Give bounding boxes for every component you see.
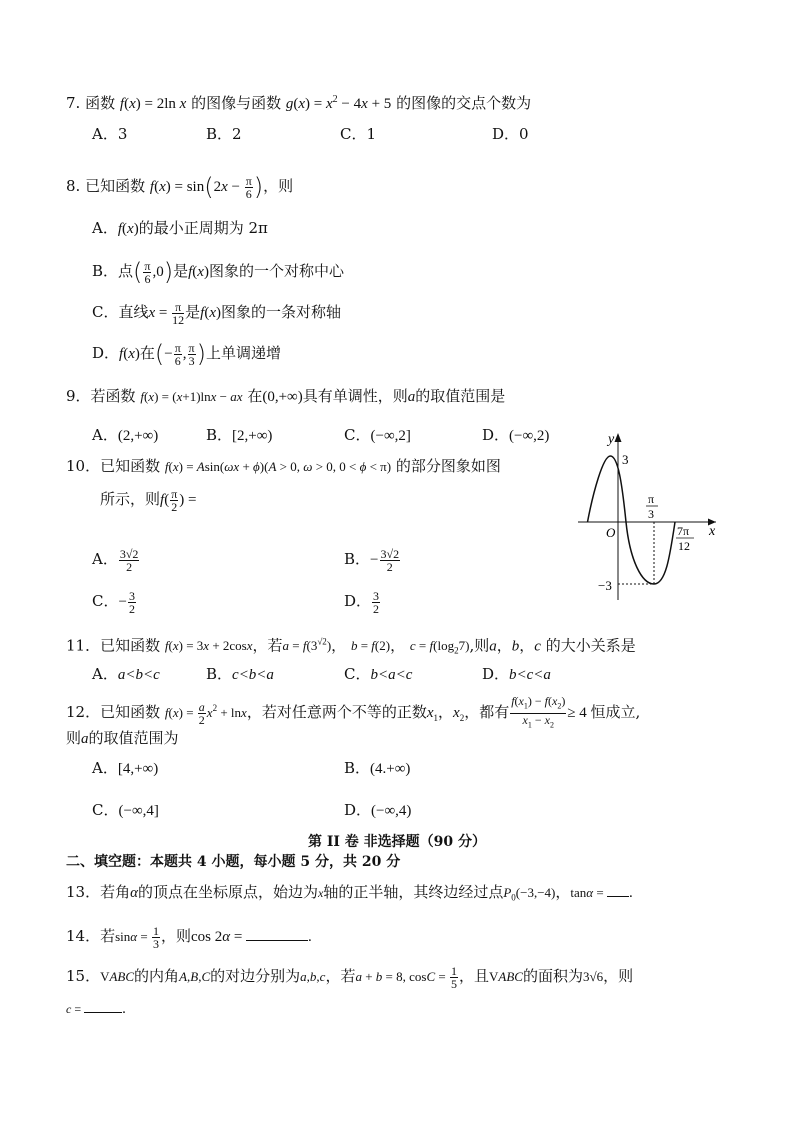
q8-option-a[interactable]: A．f(x)的最小正周期为 2π	[92, 219, 268, 237]
q14-stem: 14．若sinα = $\frac{1}{3}$ ，则cos 2α = .	[66, 923, 312, 951]
y-axis-label: y	[608, 432, 615, 447]
section-fill-blank-title: 二、填空题：本题共 4 小题，每小题 5 分，共 20 分	[66, 854, 401, 870]
q8-option-d-mid: 在	[139, 344, 155, 362]
q8-text-post: ，则	[263, 177, 294, 195]
q15-text-mid2: 的对边分别为	[210, 967, 301, 985]
q12-option-a[interactable]	[92, 758, 158, 779]
q12-option-d[interactable]	[344, 800, 411, 821]
q9-option-d-value: (−∞,2)	[509, 428, 550, 444]
q9-text-mid: 在	[247, 387, 263, 405]
q10-stem: 10．已知函数 f(x) = Asin(ωx + ϕ)(A > 0, ω > 0, 0 < ϕ < π) 的部分图象如图	[66, 457, 501, 475]
q14-answer-blank[interactable]	[246, 926, 308, 941]
q15-text-post: ，则	[603, 967, 634, 985]
q9-option-a-value: (2,+∞)	[117, 428, 159, 444]
q8-option-b-label: B．点	[92, 262, 134, 280]
q11-option-b-label: B．	[206, 665, 233, 683]
q10-number: 10．已知函数	[66, 457, 161, 475]
q11-option-c-value: b<a<c	[370, 667, 413, 683]
svg-text:π: π	[648, 492, 655, 506]
q11-stem: 11．已知函数 f(x) = 3x + 2cosx，若$a = f(3^{√2})$， b = f(2)， $c = f(\log_27)$,则a，b，c 的大小关系是	[66, 636, 636, 656]
q15-number: 15．	[66, 967, 101, 985]
q9-option-c-label: C．	[344, 426, 371, 444]
ymin-label: −3	[598, 578, 612, 593]
x-axis-label: x	[709, 524, 716, 539]
q8-option-c[interactable]: C．直线x = $\frac{\pi}{12}$ 是f(x)图象的一条对称轴	[92, 299, 341, 327]
q11-option-d-value: b<c<a	[509, 667, 551, 683]
q9-text-post2: 的取值范围是	[415, 387, 506, 405]
q12-option-a-label: A．	[92, 759, 118, 777]
q12-option-d-label: D．	[344, 801, 372, 819]
q11-option-a-label: A．	[92, 665, 118, 683]
q11-text-mid: ，若	[252, 636, 283, 655]
q7-option-a[interactable]: A．3	[92, 125, 128, 143]
origin-label: O	[606, 525, 616, 540]
q8-option-c-mid: 是	[185, 303, 201, 321]
mark-pi-over-3	[646, 492, 658, 521]
q11-sep1: ，	[331, 636, 347, 655]
q11-option-b-value: c<b<a	[232, 667, 274, 683]
q12-option-c[interactable]	[92, 800, 159, 821]
q15-text-mid3: ，若	[325, 967, 356, 985]
q12-option-b-label: B．	[344, 759, 371, 777]
q11-number: 11．已知函数	[66, 636, 161, 655]
q7-number: 7.	[66, 94, 81, 112]
q9-option-c-value: (−∞,2]	[370, 428, 411, 444]
svg-text:7π: 7π	[677, 524, 690, 538]
q9-number: 9．若函数	[66, 387, 136, 405]
q15-text-mid4: ，且	[458, 967, 489, 985]
q8-text-pre: 已知函数	[85, 177, 146, 195]
q12-option-b-value: (4.+∞)	[370, 761, 411, 777]
q14-number: 14．若	[66, 927, 116, 945]
q9-option-c[interactable]	[344, 425, 411, 446]
q7-option-c[interactable]: C．1	[340, 125, 377, 143]
q15-stem-line2: c = .	[66, 998, 126, 1019]
q13-stem: 13．若角α的顶点在坐标原点，始边为x轴的正半轴，其终边经过点$P_0(-3,-4)$，tanα = .	[66, 883, 633, 903]
q8-option-b-mid: 是	[173, 262, 189, 280]
q7-stem: 7. 函数 f(x) = 2ln x 的图像与函数 $g(x) = x^2 - 4x + 5$ 的图像的交点个数为	[66, 94, 532, 112]
q12-text-post: 恒成立,	[590, 703, 641, 721]
q10-text-line2: 所示，则	[100, 490, 161, 508]
q11-text-post: ,则	[469, 636, 490, 655]
q12-line2-pre: 则	[66, 729, 82, 747]
q15-text-mid: 的内角	[134, 967, 180, 985]
q12-stem: 12．已知函数 f(x) = $\frac{a}{2}$ $x^2 + \ln x$，若对任意两个不等的正数$x_1$，$x_2$，都有 $\frac{f(x_1) - f(x_2)}{x_1 - x_2}$ ≥ 4 恒成立,	[66, 694, 641, 729]
part2-title: 第 II 卷 非选择题（90 分）	[307, 834, 487, 850]
q11-option-a[interactable]	[92, 664, 160, 685]
mark-7pi-over-12	[676, 524, 694, 553]
q8-number: 8.	[66, 177, 81, 195]
q12-option-b[interactable]	[344, 758, 410, 779]
svg-text:3: 3	[648, 507, 654, 521]
q9-option-a[interactable]	[92, 425, 158, 446]
q9-option-b[interactable]	[206, 425, 272, 446]
q9-option-d[interactable]	[482, 425, 549, 446]
q8-option-d[interactable]: D．f(x)在(− $\frac{\pi}{6}$ , $\frac{\pi}{3}$ )上单调递增	[92, 340, 281, 368]
q11-text-post2: 的大小关系是	[545, 636, 636, 655]
q8-option-d-label: D．	[92, 344, 120, 362]
ymax-label: 3	[622, 452, 629, 467]
q11-option-c-label: C．	[344, 665, 371, 683]
q12-option-c-label: C．	[92, 801, 119, 819]
q10-option-b-label: B．	[344, 550, 371, 568]
q8-option-d-text: 上单调递增	[205, 344, 281, 362]
q11-option-a-value: a<b<c	[117, 667, 160, 683]
q13-answer-blank[interactable]	[607, 882, 629, 897]
q11-sep2: ，	[390, 636, 406, 655]
q12-option-c-value: (−∞,4]	[118, 803, 159, 819]
q9-option-b-value: [2,+∞)	[232, 428, 273, 444]
q10-option-c-label: C．	[92, 592, 119, 610]
q10-option-d-label: D．	[344, 592, 372, 610]
y-axis-arrow	[615, 433, 622, 442]
q13-text-mid: 的顶点在坐标原点，始边为	[137, 883, 318, 901]
q13-text-mid2: 轴的正半轴，其终边经过点	[323, 883, 504, 901]
q13-sep: ，	[555, 883, 571, 901]
q15-answer-blank[interactable]	[84, 998, 122, 1013]
q8-option-c-label: C．直线	[92, 303, 149, 321]
q9-option-d-label: D．	[482, 426, 510, 444]
q7-text-pre: 函数	[85, 94, 116, 112]
q11-option-d-label: D．	[482, 665, 510, 683]
q7-text-post: 的图像的交点个数为	[396, 94, 532, 112]
q10-option-b[interactable]: B．− $\frac{3√2}{2}$	[344, 546, 400, 574]
q12-line2-post: 的取值范围为	[88, 729, 179, 747]
q10-sine-graph	[570, 425, 730, 605]
q10-option-c[interactable]: C．− $\frac{3}{2}$	[92, 588, 135, 616]
q10-option-a[interactable]: A． $\frac{3√2}{2}$	[92, 546, 139, 574]
q8-stem: 8. 已知函数 f(x) = sin(2x − $\frac{\pi}{6}$ )，则	[66, 173, 294, 201]
q8-option-a-text: 的最小正周期为 2π	[138, 219, 268, 237]
q8-option-b-text: 图象的一个对称中心	[208, 262, 344, 280]
q12-number: 12．已知函数	[66, 703, 161, 721]
svg-text:12: 12	[678, 539, 690, 553]
q14-text-mid: ，则	[160, 927, 191, 945]
q9-option-a-label: A．	[92, 426, 118, 444]
q7-text-mid: 的图像与函数	[191, 94, 282, 112]
q11-option-c[interactable]	[344, 664, 412, 685]
q15-stem: 15．VABC的内角A,B,C的对边分别为a,b,c，若a + b = 8, cosC = $\frac{1}{5}$ ，且VABC的面积为3√6，则	[66, 963, 634, 991]
q8-option-a-label: A．	[92, 219, 118, 237]
q11-option-b[interactable]	[206, 664, 274, 685]
q7-option-d[interactable]: D．0	[492, 125, 529, 143]
q7-option-b[interactable]: B．2	[206, 125, 242, 143]
q9-text-post: 具有单调性，则	[302, 387, 408, 405]
sine-curve	[588, 456, 676, 584]
q10-text-post: 的部分图象如图	[395, 457, 501, 475]
q12-text-mid2: ，都有	[464, 703, 510, 721]
q10-option-a-label: A．	[92, 550, 118, 568]
q9-stem: 9．若函数 f(x) = (x+1)lnx − ax 在(0,+∞)具有单调性，则a的取值范围是	[66, 387, 506, 405]
q8-option-b[interactable]: B．点( $\frac{\pi}{6}$ ,0)是f(x)图象的一个对称中心	[92, 258, 344, 286]
q8-option-c-text: 图象的一条对称轴	[220, 303, 341, 321]
q10-option-d[interactable]: D． $\frac{3}{2}$	[344, 588, 380, 616]
q15-text-mid5: 的面积为	[522, 967, 583, 985]
q13-number: 13．若角	[66, 883, 131, 901]
q12-text-mid: ，若对任意两个不等的正数	[246, 703, 427, 721]
q12-option-a-value: [4,+∞)	[117, 761, 159, 777]
q10-stem-line2: 所示，则f( $\frac{\pi}{2}$ ) =	[100, 486, 197, 514]
q9-option-b-label: B．	[206, 426, 233, 444]
q12-option-d-value: (−∞,4)	[371, 803, 412, 819]
q12-stem-line2: 则a的取值范围为	[66, 729, 179, 747]
q11-option-d[interactable]	[482, 664, 551, 685]
